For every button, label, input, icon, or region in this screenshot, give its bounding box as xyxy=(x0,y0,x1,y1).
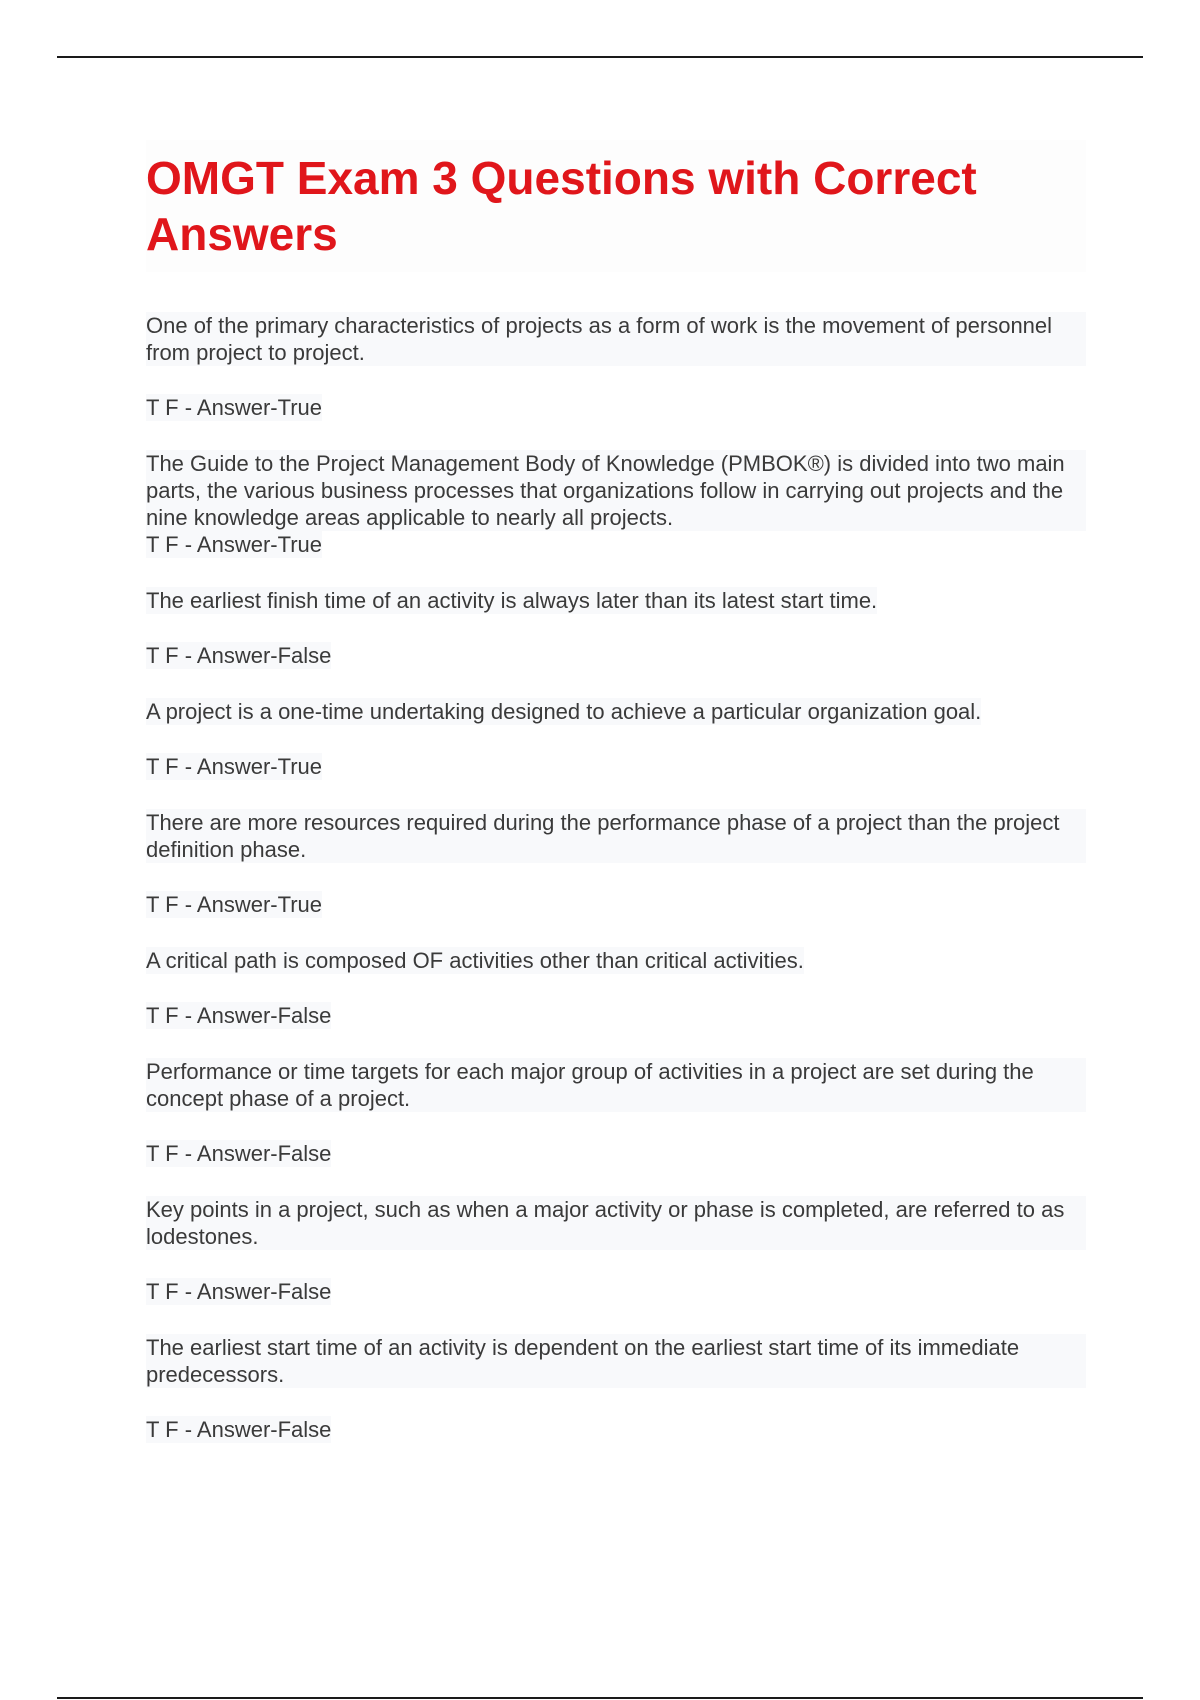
question-text: There are more resources required during the performance phase of a project than the project definition phase. xyxy=(146,809,1086,863)
question-text: The earliest start time of an activity is dependent on the earliest start time of its immediate predecessors. xyxy=(146,1334,1086,1388)
answer-text: T F - Answer-False xyxy=(146,1003,332,1028)
header-rule xyxy=(57,56,1143,58)
document-title: OMGT Exam 3 Questions with Correct Answers xyxy=(146,140,1086,272)
qa-item xyxy=(146,1196,1086,1334)
qa-item xyxy=(146,312,1086,450)
answer-text: T F - Answer-True xyxy=(146,532,323,557)
qa-item xyxy=(146,1058,1086,1196)
footer-rule xyxy=(57,1697,1143,1699)
question-text: The Guide to the Project Management Body of Knowledge (PMBOK®) is divided into two main parts, the various business processes that organizations follow in carrying out projects and the nine knowledge areas applicable to nearly all projects. xyxy=(146,450,1086,531)
answer-text: T F - Answer-True xyxy=(146,395,323,420)
question-text: A critical path is composed OF activities other than critical activities. xyxy=(146,948,804,973)
qa-item xyxy=(146,809,1086,947)
answer-text: T F - Answer-False xyxy=(146,1279,332,1304)
question-text: The earliest finish time of an activity is always later than its latest start time. xyxy=(146,588,878,613)
answer-text: T F - Answer-True xyxy=(146,754,323,779)
qa-item xyxy=(146,698,1086,809)
answer-text: T F - Answer-False xyxy=(146,1417,332,1442)
qa-item xyxy=(146,1334,1086,1443)
answer-text: T F - Answer-True xyxy=(146,892,323,917)
answer-text: T F - Answer-False xyxy=(146,1141,332,1166)
qa-item xyxy=(146,587,1086,698)
question-text: One of the primary characteristics of projects as a form of work is the movement of personnel from project to project. xyxy=(146,312,1086,366)
qa-list xyxy=(146,312,1086,1443)
question-text: Key points in a project, such as when a major activity or phase is completed, are referred to as lodestones. xyxy=(146,1196,1086,1250)
document-body xyxy=(146,140,1086,1443)
answer-text: T F - Answer-False xyxy=(146,643,332,668)
question-text: A project is a one-time undertaking designed to achieve a particular organization goal. xyxy=(146,699,982,724)
question-text: Performance or time targets for each major group of activities in a project are set during the concept phase of a project. xyxy=(146,1058,1086,1112)
qa-item xyxy=(146,450,1086,587)
qa-item xyxy=(146,947,1086,1058)
